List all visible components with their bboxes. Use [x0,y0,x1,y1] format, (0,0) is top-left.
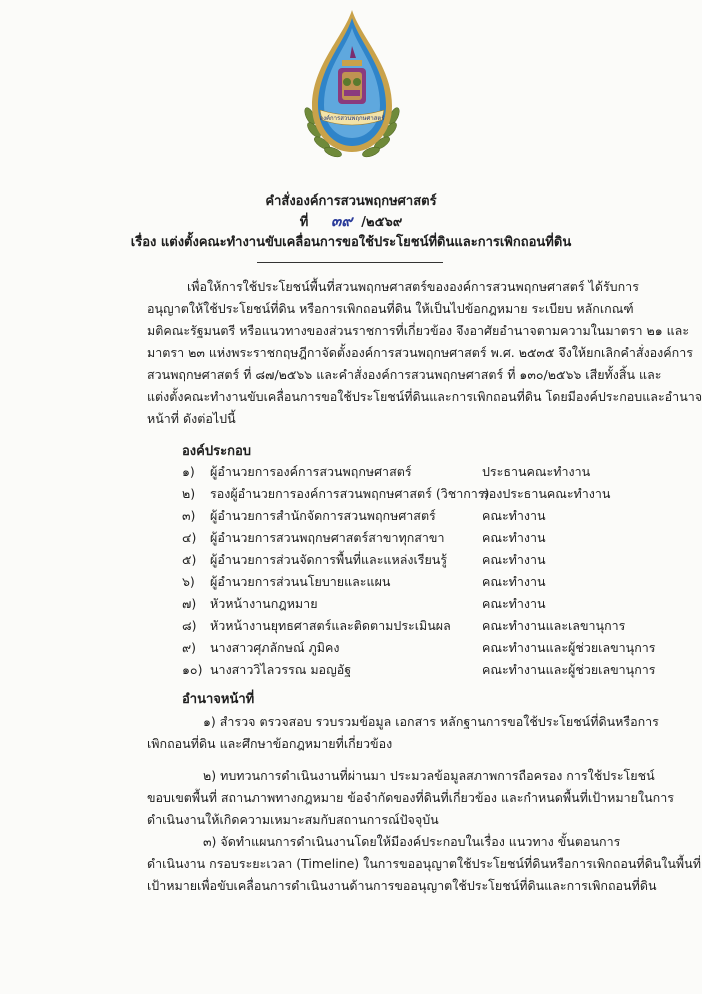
member-role: คณะทำงาน [482,574,546,589]
member-row [182,462,652,484]
intro-line: อนุญาตให้ใช้ประโยชน์ที่ดิน หรือการเพิกถอนที่ดิน ให้เป็นไปข้อกฎหมาย ระเบียบ หลักเกณฑ์ [147,301,634,316]
intro-paragraph [187,276,657,298]
document-title: คำสั่งองค์การสวนพฤกษศาสตร์ [265,194,437,209]
member-row [182,638,656,660]
member-name: ผู้อำนวยการสวนพฤกษศาสตร์สาขาทุกสาขา [210,530,445,545]
intro-line: มาตรา ๒๓ แห่งพระราชกฤษฎีกาจัดตั้งองค์การสวนพฤกษศาสตร์ พ.ศ. ๒๕๓๕ จึงให้ยกเลิกคำสั่งองค์การ [147,345,693,360]
intro-paragraph-body [147,298,702,430]
member-role: คณะทำงาน [482,596,546,611]
duty-3-line: ดำเนินงาน กรอบระยะเวลา (Timeline) ในการขออนุญาตใช้ประโยชน์ที่ดินหรือการเพิกถอนที่ดินในพื้นที่ [147,856,701,871]
duty-1-line: ๑) สำรวจ ตรวจสอบ รวบรวมข้อมูล เอกสาร หลักฐานการขอใช้ประโยชน์ที่ดินหรือการ [203,714,659,729]
duty-1-line: เพิกถอนที่ดิน และศึกษาข้อกฎหมายที่เกี่ยวข้อง [147,736,393,751]
member-role: คณะทำงาน [482,552,546,567]
member-name: ผู้อำนวยการส่วนนโยบายและแผน [210,574,391,589]
intro-line: สวนพฤกษศาสตร์ ที่ ๘๗/๒๕๖๖ และคำสั่งองค์การสวนพฤกษศาสตร์ ที่ ๑๓๐/๒๕๖๖ เสียทั้งสิ้น และ [147,367,662,382]
handwritten-number: ๓๙ [330,212,353,230]
member-row [182,616,652,638]
member-no: ๖) [182,574,195,589]
member-no: ๑๐) [182,662,203,677]
intro-line: มติคณะรัฐมนตรี หรือแนวทางของส่วนราชการที่เกี่ยวข้อง จึงอาศัยอำนาจตามความในมาตรา ๒๑ และ [147,323,690,338]
member-row [182,660,656,682]
member-row [182,484,652,506]
member-no: ๔) [182,530,197,545]
number-suffix: /๒๕๖๙ [361,215,403,230]
member-name: หัวหน้างานยุทธศาสตร์และติดตามประเมินผล [210,618,451,633]
duty-2-line: ดำเนินงานให้เกิดความเหมาะสมกับสถานการณ์ปัจจุบัน [147,812,439,827]
member-name: รองผู้อำนวยการองค์การสวนพฤกษศาสตร์ (วิชาการ) [210,486,490,501]
duty-2-line: ๒) ทบทวนการดำเนินงานที่ผ่านมา ประมวลข้อมูลสภาพการถือครอง การใช้ประโยชน์ [203,768,655,783]
member-row [182,528,652,550]
member-name: ผู้อำนวยการสำนักจัดการสวนพฤกษศาสตร์ [210,508,436,523]
number-prefix: ที่ [299,215,309,230]
member-no: ๒) [182,486,196,501]
divider [257,262,443,263]
member-row [182,550,652,572]
document-subject: เรื่อง แต่งตั้งคณะทำงานขับเคลื่อนการขอใช้ประโยชน์ที่ดินและการเพิกถอนที่ดิน [130,235,572,250]
duty-3-line: ๓) จัดทำแผนการดำเนินงานโดยให้มีองค์ประกอบในเรื่อง แนวทาง ขั้นตอนการ [203,834,621,849]
organization-logo [300,6,404,166]
member-name: ผู้อำนวยการองค์การสวนพฤกษศาสตร์ [210,464,412,479]
member-no: ๙) [182,640,197,655]
duty-2-line: ขอบเขตพื้นที่ สถานภาพทางกฎหมาย ข้อจำกัดของที่ดินที่เกี่ยวข้อง และกำหนดพื้นที่เป้าหมายในการ [147,790,674,805]
document-number [0,209,702,233]
member-row [182,594,652,616]
member-name: นางสาวศุภลักษณ์ ภูมิคง [210,640,340,655]
member-name: ผู้อำนวยการส่วนจัดการพื้นที่และแหล่งเรียนรู้ [210,552,448,567]
member-no: ๑) [182,464,195,479]
intro-line: เพื่อให้การใช้ประโยชน์พื้นที่สวนพฤกษศาสตร์ขององค์การสวนพฤกษศาสตร์ ได้รับการ [187,279,639,294]
member-role: คณะทำงานและผู้ช่วยเลขานุการ [482,640,656,655]
member-no: ๗) [182,596,197,611]
member-role: คณะทำงาน [482,508,546,523]
member-role: รองประธานคณะทำงาน [482,486,611,501]
member-role: ประธานคณะทำงาน [482,464,591,479]
duty-3-line: เป้าหมายเพื่อขับเคลื่อนการดำเนินงานด้านการขออนุญาตใช้ประโยชน์ที่ดินและการเพิกถอนที่ดิน [147,878,657,893]
member-row [182,572,652,594]
member-name: หัวหน้างานกฎหมาย [210,596,318,611]
duties-heading: อำนาจหน้าที่ [182,692,255,707]
intro-line: แต่งตั้งคณะทำงานขับเคลื่อนการขอใช้ประโยชน์ที่ดินและการเพิกถอนที่ดิน โดยมีองค์ประกอบและอำนาจ [147,389,702,404]
composition-heading: องค์ประกอบ [182,444,251,459]
intro-line: หน้าที่ ดังต่อไปนี้ [147,411,236,426]
member-no: ๕) [182,552,197,567]
member-row [182,506,652,528]
member-role: คณะทำงานและเลขานุการ [482,618,626,633]
member-name: นางสาววิไลวรรณ มอญอัฐ [210,662,352,677]
member-role: คณะทำงานและผู้ช่วยเลขานุการ [482,662,656,677]
member-role: คณะทำงาน [482,530,546,545]
member-no: ๘) [182,618,197,633]
logo-ribbon-text: องค์การสวนพฤกษศาสตร์ [319,115,385,122]
member-no: ๓) [182,508,196,523]
